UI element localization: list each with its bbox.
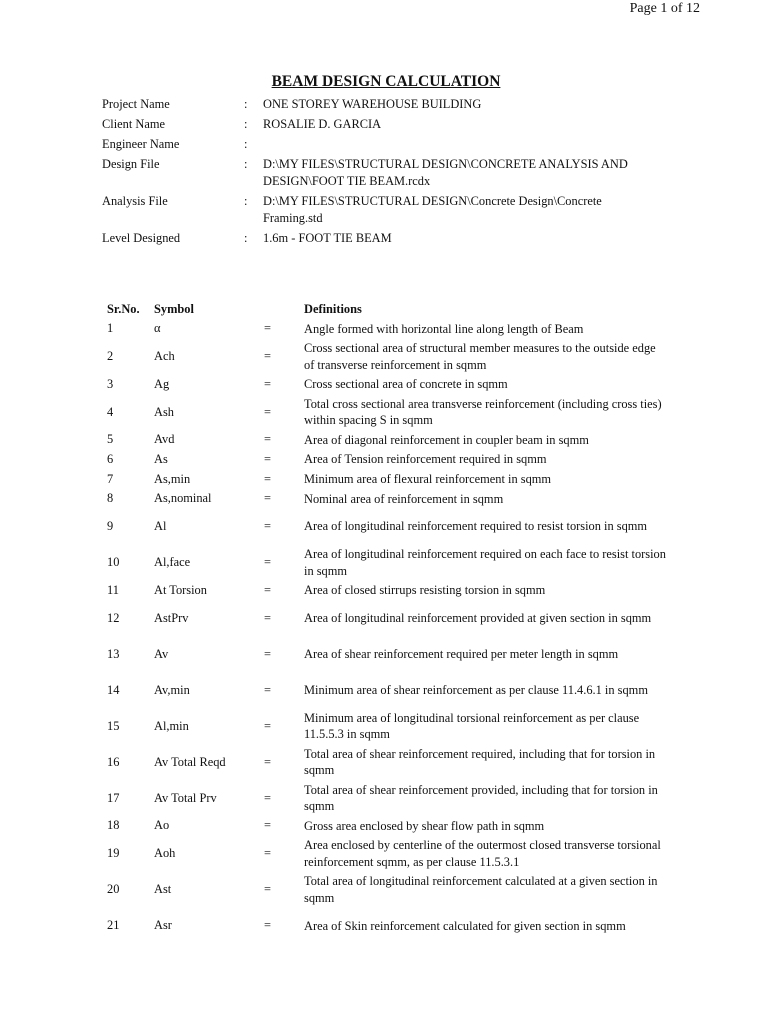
row-symbol: Ach: [154, 349, 175, 364]
table-row: [107, 489, 667, 509]
info-label: Engineer Name: [102, 137, 180, 151]
row-definition: Area of Tension reinforcement required in sqmm: [304, 452, 547, 467]
table-row: [107, 509, 667, 545]
row-number: 2: [107, 349, 114, 364]
row-equals-sign: =: [264, 491, 271, 506]
row-equals-sign: =: [264, 790, 271, 805]
table-row: [107, 430, 667, 450]
row-symbol: Al,face: [154, 555, 191, 570]
table-row: [107, 581, 667, 601]
row-number: 20: [107, 882, 120, 897]
row-symbol: α: [154, 321, 161, 336]
row-equals-sign: =: [264, 846, 271, 861]
table-header: [107, 300, 667, 319]
row-equals-sign: =: [264, 610, 271, 625]
row-definition: Minimum area of longitudinal torsional reinforcement as per clause 11.5.5.3 in sqmm: [304, 710, 640, 742]
design-file-row: [102, 156, 662, 190]
row-number: 11: [107, 582, 119, 597]
row-symbol: Av,min: [154, 682, 190, 697]
row-definition: Area of shear reinforcement required per meter length in sqmm: [304, 646, 619, 661]
row-symbol: Ash: [154, 404, 174, 419]
info-separator: :: [244, 137, 248, 151]
row-symbol: Al: [154, 519, 167, 534]
row-definition: Area of closed stirrups resisting torsion in sqmm: [304, 583, 546, 598]
row-definition: Area enclosed by centerline of the outermost closed transverse torsional reinforcement sqmm, as per clause 11.5.3.1: [304, 838, 661, 869]
engineer-name-value: [263, 136, 662, 153]
row-number: 21: [107, 918, 120, 933]
row-definition: Nominal area of reinforcement in sqmm: [304, 491, 504, 506]
row-symbol: Avd: [154, 432, 175, 447]
row-definition: Cross sectional area of structural member measures to the outside edge of transverse reinforcement in sqmm: [304, 341, 656, 372]
info-label: Analysis File: [102, 194, 168, 208]
row-number: 15: [107, 718, 120, 733]
row-definition: Area of diagonal reinforcement in coupler beam in sqmm: [304, 432, 589, 447]
row-symbol: As: [154, 452, 168, 467]
row-definition: Minimum area of shear reinforcement as per clause 11.4.6.1 in sqmm: [304, 682, 648, 697]
table-row: [107, 319, 667, 339]
info-separator: :: [244, 117, 248, 131]
table-row: [107, 545, 667, 581]
info-separator: :: [244, 97, 248, 111]
info-separator: :: [244, 194, 248, 208]
row-equals-sign: =: [264, 882, 271, 897]
row-definition: Gross area enclosed by shear flow path in sqmm: [304, 818, 545, 833]
row-equals-sign: =: [264, 321, 271, 336]
info-label: Design File: [102, 157, 160, 171]
row-equals-sign: =: [264, 404, 271, 419]
row-definition: Total cross sectional area transverse reinforcement (including cross ties) within spacing S in sqmm: [304, 396, 662, 428]
table-body: [107, 319, 667, 944]
row-symbol: Al,min: [154, 718, 189, 733]
row-definition: Area of Skin reinforcement calculated for given section in sqmm: [304, 918, 626, 933]
document-title: BEAM DESIGN CALCULATION: [271, 73, 501, 90]
row-equals-sign: =: [264, 646, 271, 661]
row-equals-sign: =: [264, 718, 271, 733]
row-definition: Total area of longitudinal reinforcement calculated at a given section in sqmm: [304, 874, 658, 905]
level-designed-row: [102, 230, 662, 247]
row-definition: Total area of shear reinforcement required, including that for torsion in sqmm: [304, 746, 656, 778]
row-number: 7: [107, 471, 114, 486]
project-info: [102, 96, 662, 250]
table-row: [107, 908, 667, 944]
table-row: [107, 450, 667, 470]
table-row: [107, 708, 667, 744]
row-symbol: Av: [154, 646, 169, 661]
row-equals-sign: =: [264, 519, 271, 534]
row-definition: Area of longitudinal reinforcement provided at given section in sqmm: [304, 610, 652, 625]
row-equals-sign: =: [264, 471, 271, 486]
row-equals-sign: =: [264, 918, 271, 933]
row-equals-sign: =: [264, 818, 271, 833]
row-symbol: AstPrv: [154, 610, 189, 625]
page-number: Page 1 of 12: [629, 1, 700, 16]
row-symbol: As,min: [154, 471, 191, 486]
row-number: 16: [107, 754, 120, 769]
row-number: 4: [107, 404, 114, 419]
info-separator: :: [244, 157, 248, 171]
row-number: 5: [107, 432, 114, 447]
row-symbol: Aoh: [154, 846, 176, 861]
row-definition: Total area of shear reinforcement provided, including that for torsion in sqmm: [304, 782, 658, 814]
header-symbol: Symbol: [154, 302, 194, 316]
row-symbol: Ao: [154, 818, 170, 833]
row-number: 10: [107, 555, 120, 570]
info-label: Project Name: [102, 97, 170, 111]
header-sr-no: Sr.No.: [107, 302, 140, 316]
row-equals-sign: =: [264, 432, 271, 447]
row-symbol: Ast: [154, 882, 172, 897]
row-equals-sign: =: [264, 349, 271, 364]
table-row: [107, 836, 667, 872]
row-number: 8: [107, 491, 114, 506]
client-name-row: [102, 116, 662, 133]
row-number: 14: [107, 682, 120, 697]
engineer-name-row: [102, 136, 662, 153]
table-row: [107, 339, 667, 375]
row-number: 12: [107, 610, 120, 625]
row-equals-sign: =: [264, 582, 271, 597]
row-definition: Area of longitudinal reinforcement required to resist torsion in sqmm: [304, 519, 648, 534]
analysis-file-value: D:\MY FILES\STRUCTURAL DESIGN\Concrete Design\Concrete Framing.std: [263, 194, 602, 225]
row-equals-sign: =: [264, 682, 271, 697]
table-row: [107, 600, 667, 636]
project-name-row: [102, 96, 662, 113]
row-symbol: Ag: [154, 376, 170, 391]
row-definition: Minimum area of flexural reinforcement in sqmm: [304, 471, 552, 486]
row-symbol: At Torsion: [154, 582, 207, 597]
table-row: [107, 394, 667, 430]
table-row: [107, 469, 667, 489]
row-symbol: Av Total Prv: [154, 790, 217, 805]
row-equals-sign: =: [264, 754, 271, 769]
table-row: [107, 672, 667, 708]
table-row: [107, 744, 667, 780]
info-label: Client Name: [102, 117, 165, 131]
row-number: 3: [107, 376, 114, 391]
row-definition: Angle formed with horizontal line along length of Beam: [304, 321, 584, 336]
table-row: [107, 375, 667, 395]
row-number: 9: [107, 519, 114, 534]
row-number: 1: [107, 321, 114, 336]
table-row: [107, 636, 667, 672]
row-symbol: Av Total Reqd: [154, 754, 226, 769]
row-number: 17: [107, 790, 120, 805]
row-equals-sign: =: [264, 452, 271, 467]
table-row: [107, 816, 667, 836]
info-separator: :: [244, 231, 248, 245]
row-equals-sign: =: [264, 555, 271, 570]
row-symbol: Asr: [154, 918, 172, 933]
row-number: 18: [107, 818, 120, 833]
row-definition: Area of longitudinal reinforcement required on each face to resist torsion in sqmm: [304, 547, 666, 578]
analysis-file-row: [102, 193, 662, 227]
info-label: Level Designed: [102, 231, 181, 245]
design-file-value: D:\MY FILES\STRUCTURAL DESIGN\CONCRETE ANALYSIS AND DESIGN\FOOT TIE BEAM.rcdx: [263, 157, 628, 188]
definitions-table: [107, 300, 667, 944]
row-definition: Cross sectional area of concrete in sqmm: [304, 377, 508, 392]
level-designed-value: 1.6m - FOOT TIE BEAM: [263, 231, 392, 245]
client-name-value: ROSALIE D. GARCIA: [263, 117, 382, 131]
table-row: [107, 872, 667, 908]
row-number: 13: [107, 646, 120, 661]
project-name-value: ONE STOREY WAREHOUSE BUILDING: [263, 97, 482, 111]
row-number: 6: [107, 452, 114, 467]
row-symbol: As,nominal: [154, 491, 212, 506]
table-row: [107, 780, 667, 816]
header-definitions: Definitions: [304, 302, 362, 317]
row-number: 19: [107, 846, 120, 861]
row-equals-sign: =: [264, 376, 271, 391]
